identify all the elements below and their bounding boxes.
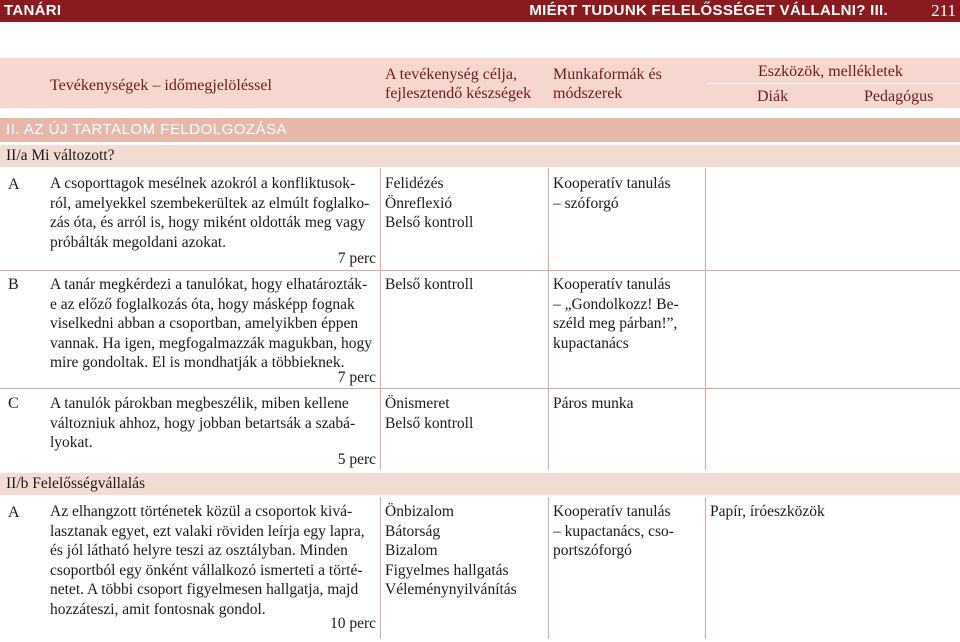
row-time: 5 perc (337, 451, 376, 468)
row-goals: Felidézés Önreflexió Belső kontroll (385, 175, 474, 231)
header-methods-line1: Munkaformák és (553, 66, 662, 83)
row-letter: A (8, 176, 20, 193)
header-goal-line2: fejlesztendő készségek (385, 85, 532, 102)
row-goals: Önismeret Belső kontroll (385, 395, 474, 432)
subsection-a-title: II/a Mi változott? (6, 147, 115, 164)
row-letter: B (8, 276, 19, 293)
header-tools: Eszközök, mellékletek (758, 63, 903, 80)
row-letter: C (8, 395, 19, 412)
running-header-title: MIÉRT TUDUNK FELELŐSSÉGET VÁLLALNI? III. (529, 2, 888, 19)
row-methods: Kooperatív tanulás – szóforgó (553, 175, 671, 212)
row-description: A tanár megkérdezi a tanulókat, hogy elhatározták- e az előző foglalkozás óta, hogy másképp fognak viselkedni abban a csoportban, amelyikben éppen vannak. Ha igen, megfogalmazzák magukban, hogy mire gondoltak. El is mondhatják a többieknek. (50, 276, 372, 371)
row-time: 7 perc (337, 250, 376, 267)
running-header (0, 0, 960, 22)
column-divider (380, 497, 381, 639)
column-divider (548, 168, 549, 470)
row-methods: Páros munka (553, 395, 634, 412)
header-goal-line1: A tevékenység célja, (385, 66, 517, 83)
row-methods: Kooperatív tanulás – „Gondolkozz! Be- széld meg párban!”, kupactanács (553, 276, 679, 352)
row-divider (0, 388, 960, 389)
row-time: 7 perc (337, 369, 376, 386)
header-activities: Tevékenységek – időmegjelöléssel (50, 77, 272, 94)
header-tools-student: Diák (757, 88, 789, 105)
section-title: II. AZ ÚJ TARTALOM FELDOLGOZÁSA (6, 121, 288, 138)
column-divider (548, 497, 549, 639)
row-description: Az elhangzott történetek közül a csoportok kivá- lasztanak egyet, ezt valaki röviden leírja egy lapra, és jól látható helyre teszi az osztályban. Minden csoportból egy önként vállalkozó ismerteti a törté- netet. A többi csoport figyelmesen hallgatja, majd hozzáteszi, amit fontosnak gondol. (50, 503, 365, 618)
column-divider (380, 168, 381, 470)
row-description: A csoporttagok mesélnek azokról a konfliktusok- ról, amelyekkel szembekerültek az elmúlt foglalko- zás óta, és arról is, hogy miként oldották meg vagy próbálták megoldani azokat. (50, 175, 370, 251)
subsection-a (0, 145, 960, 167)
table-header (0, 58, 960, 108)
row-description: A tanulók párokban megbeszélik, miben kellene változniuk ahhoz, hogy jobban betartsák a szabá- lyokat. (50, 395, 356, 451)
row-letter: A (8, 504, 20, 521)
row-tools: Papír, íróeszközök (710, 503, 825, 520)
row-goals: Belső kontroll (385, 276, 474, 293)
subsection-b-title: II/b Felelősségvállalás (6, 475, 146, 492)
column-divider (705, 497, 706, 639)
row-divider (0, 270, 960, 271)
running-header-left: TANÁRI (4, 2, 62, 19)
header-tools-teacher: Pedagógus (864, 88, 934, 105)
section-heading (0, 118, 960, 142)
row-goals: Önbizalom Bátorság Bizalom Figyelmes hallgatás Véleménynyilvánítás (385, 503, 517, 598)
header-divider (707, 83, 960, 84)
header-methods-line2: módszerek (553, 85, 623, 102)
subsection-b (0, 473, 960, 495)
page-number: 211 (931, 1, 956, 20)
column-divider (705, 168, 706, 470)
row-time: 10 perc (329, 615, 376, 632)
row-methods: Kooperatív tanulás – kupactanács, cso- portszóforgó (553, 503, 674, 559)
